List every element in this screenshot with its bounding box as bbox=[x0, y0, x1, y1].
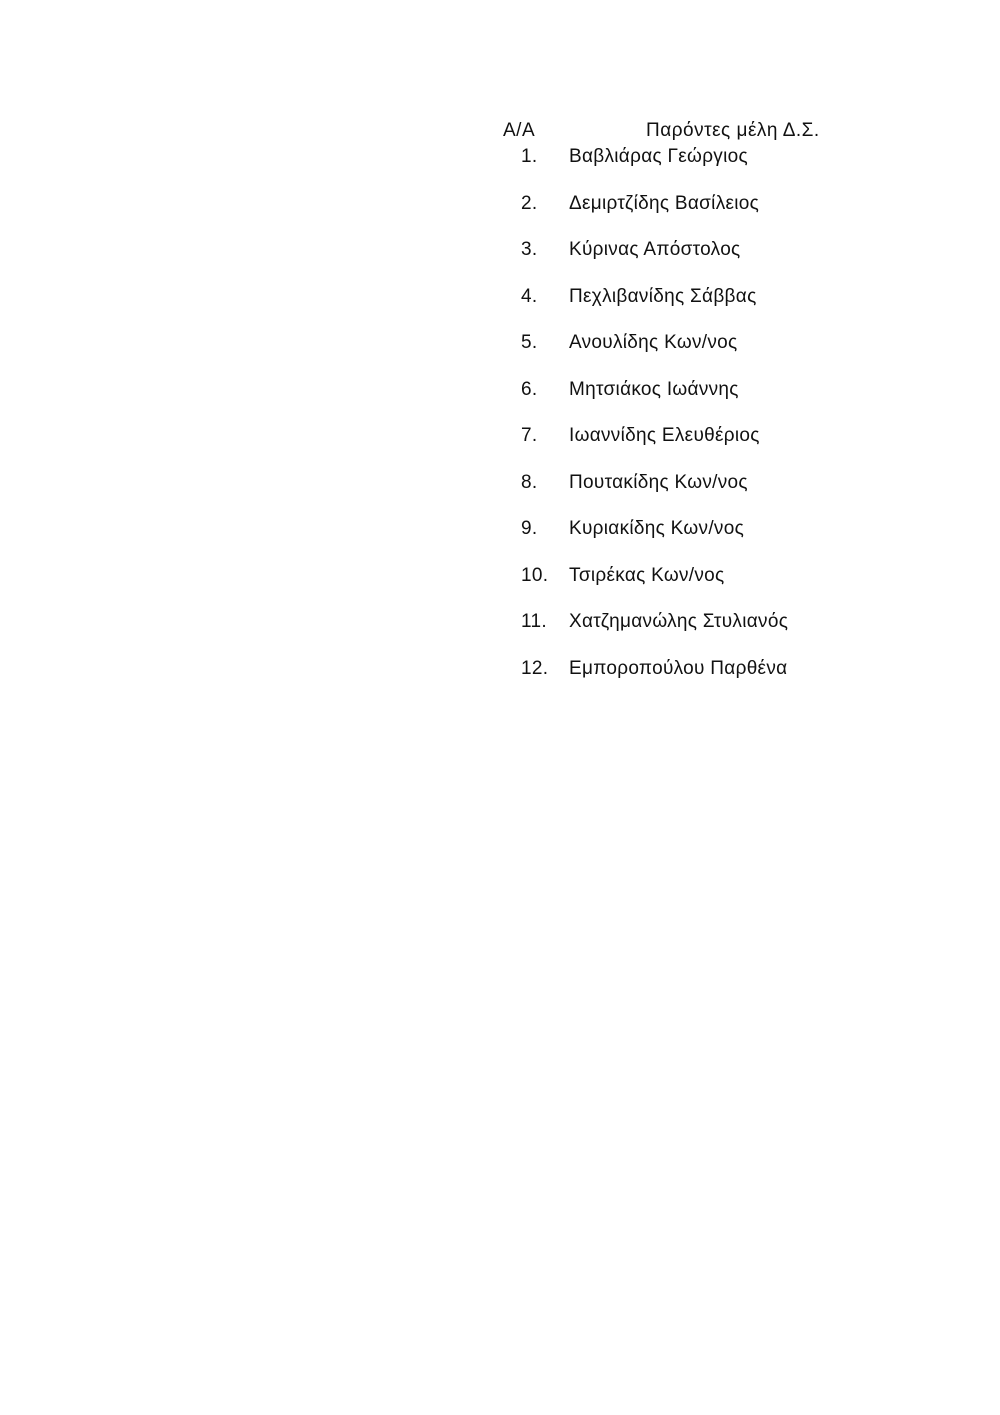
member-name: Μητσιάκος Ιωάννης bbox=[569, 378, 739, 400]
member-name: Χατζημανώλης Στυλιανός bbox=[569, 611, 789, 632]
roster-header bbox=[503, 120, 823, 146]
list-item bbox=[503, 472, 823, 519]
member-index: 7. bbox=[521, 425, 538, 446]
list-item bbox=[503, 658, 823, 705]
attendance-roster bbox=[503, 120, 823, 704]
list-item bbox=[503, 332, 823, 379]
member-name: Ανουλίδης Κων/νος bbox=[569, 332, 738, 353]
member-name: Βαβλιάρας Γεώργιος bbox=[569, 146, 748, 167]
member-index: 12. bbox=[521, 657, 549, 679]
member-name: Κύρινας Απόστολος bbox=[569, 239, 741, 260]
list-item bbox=[503, 193, 823, 240]
member-index: 1. bbox=[521, 146, 538, 167]
member-name: Κυριακίδης Κων/νος bbox=[569, 518, 745, 539]
member-name: Τσιρέκας Κων/νος bbox=[569, 564, 725, 586]
member-name: Πουτακίδης Κων/νος bbox=[569, 471, 748, 493]
member-index: 5. bbox=[521, 332, 538, 353]
list-item bbox=[503, 146, 823, 193]
member-index: 6. bbox=[521, 378, 538, 400]
member-list bbox=[503, 146, 823, 704]
member-index: 11. bbox=[521, 611, 547, 632]
member-index: 2. bbox=[521, 192, 538, 214]
member-index: 10. bbox=[521, 564, 549, 586]
list-item bbox=[503, 565, 823, 612]
list-item bbox=[503, 611, 823, 658]
member-index: 8. bbox=[521, 471, 538, 493]
list-item bbox=[503, 518, 823, 565]
member-name: Ιωαννίδης Ελευθέριος bbox=[569, 425, 760, 446]
list-item bbox=[503, 286, 823, 333]
list-item bbox=[503, 239, 823, 286]
present-members-header: Παρόντες μέλη Δ.Σ. bbox=[646, 120, 820, 141]
list-item bbox=[503, 425, 823, 472]
list-item bbox=[503, 379, 823, 426]
member-index: 9. bbox=[521, 518, 538, 539]
member-name: Δεμιρτζίδης Βασίλειος bbox=[569, 192, 760, 214]
member-index: 3. bbox=[521, 239, 538, 260]
member-name: Εμποροπούλου Παρθένα bbox=[569, 657, 788, 679]
serial-number-header: Α/Α bbox=[503, 120, 536, 141]
member-index: 4. bbox=[521, 285, 538, 307]
member-name: Πεχλιβανίδης Σάββας bbox=[569, 285, 757, 307]
